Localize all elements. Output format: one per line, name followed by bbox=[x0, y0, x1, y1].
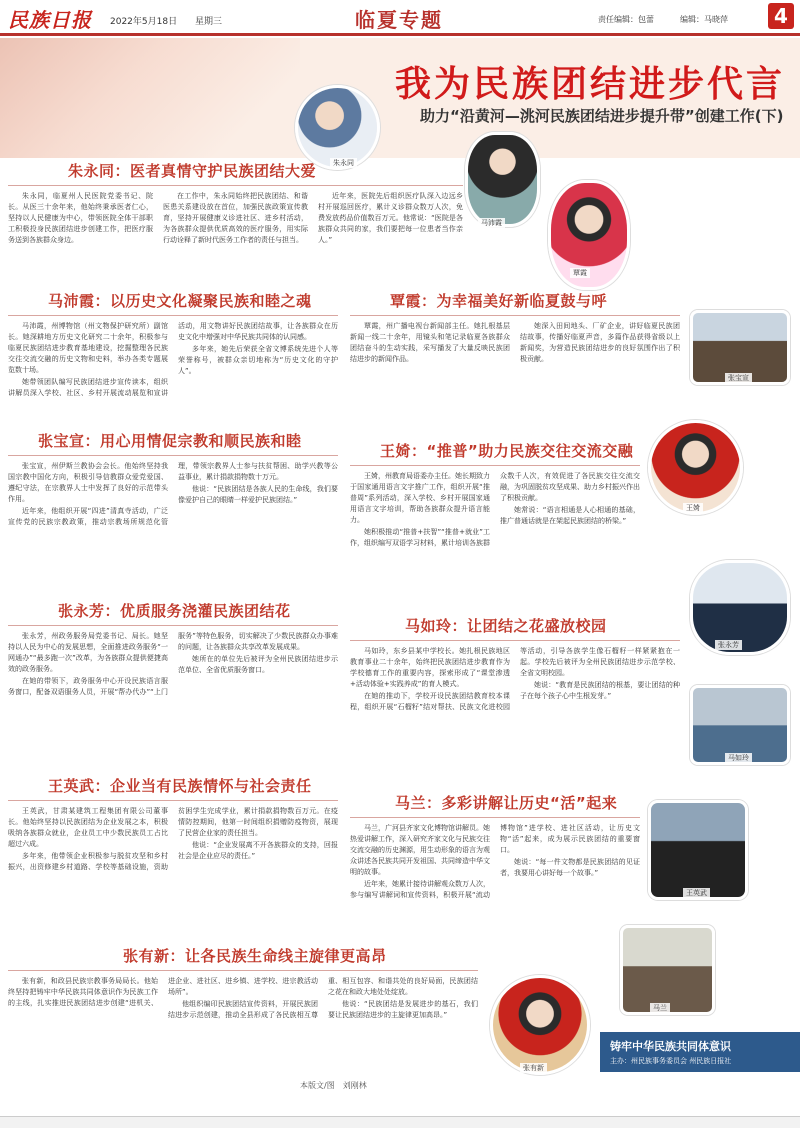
banner-decoration bbox=[0, 38, 300, 158]
paragraph: 她说：“教育是民族团结的根基，要让团结的种子在每个孩子心中生根发芽。” bbox=[520, 681, 680, 700]
photo-zhang-youxin bbox=[490, 975, 590, 1075]
paragraph: 她积极推动“推普+扶智”“推普+就业”工作，组织编写双语学习材料，累计培训各族群众数千人次，有效促进了各民族交往交流交融，为巩固脱贫攻坚成果、助力乡村振兴作出了积极贡献。 bbox=[350, 472, 640, 547]
paragraph: 朱永同，临夏州人民医院党委书记、院长。从医三十余年来，他始终秉承医者仁心，坚持以人民健康为中心，带领医院全体干部职工积极投身民族团结进步创建工作，把医疗服务送到各族群众身边。 bbox=[8, 192, 153, 244]
article-body bbox=[350, 321, 680, 366]
article-title: 马如玲：让团结之花盛放校园 bbox=[405, 617, 607, 635]
issue-date: 2022年5月18日 bbox=[110, 17, 178, 27]
article-wang-ying bbox=[350, 440, 640, 600]
photo-wang-yingwei bbox=[648, 800, 748, 900]
article-body bbox=[8, 806, 338, 873]
paragraph: 多年来，他带领企业积极参与脱贫攻坚和乡村振兴，出资修建乡村道路、学校等基础设施，资助贫困学生完成学业，累计捐款捐物数百万元。在疫情防控期间，他第一时间组织捐赠防疫物资，展现了民营企业家的责任担当。 bbox=[8, 807, 338, 871]
paragraph: 他说：“民族团结是各族人民的生命线，我们要像爱护自己的眼睛一样爱护民族团结。” bbox=[178, 485, 338, 504]
footer-credit: 本版文/图 刘刚林 bbox=[300, 1081, 367, 1090]
article-title: 张永芳：优质服务浇灌民族团结花 bbox=[58, 602, 291, 620]
caption-ma-peixia: 马沛霞 bbox=[478, 218, 505, 228]
article-body bbox=[8, 631, 338, 698]
paragraph: 她常说：“语言相通是人心相通的基础，推广普通话就是在架起民族团结的桥梁。” bbox=[500, 506, 640, 525]
slogan-banner bbox=[600, 1032, 800, 1072]
article-tanxia bbox=[350, 290, 680, 430]
paragraph: 近年来，他组织开展“四进”清真寺活动，广泛宣传党的民族宗教政策，推动宗教场所规范化管理，带领宗教界人士参与扶贫帮困、助学兴教等公益事业，累计捐款捐物数十万元。 bbox=[8, 462, 338, 526]
article-body bbox=[8, 461, 338, 528]
paragraph: 他说：“民族团结是发展进步的基石，我们要让民族团结进步的主旋律更加高昂。” bbox=[328, 1000, 478, 1019]
article-title: 张宝宣：用心用情促宗教和顺民族和睦 bbox=[38, 432, 302, 450]
slogan-sub: 主办：州民族事务委员会 州民族日报社 bbox=[610, 1057, 732, 1065]
caption-wang-yingwei: 王英武 bbox=[683, 888, 710, 898]
article-zhang-youxin bbox=[8, 945, 478, 1075]
paragraph: 马沛霞，州博物馆（州文物保护研究所）副馆长。她深耕地方历史文化研究二十余年，积极参与临夏民族团结进步教育基地建设，挖掘整理各民族交往交流交融的历史文物和史料，举办各类专题展览数十场。 bbox=[8, 322, 168, 374]
editor-credit: 责任编辑：包蕾 bbox=[598, 15, 654, 24]
paragraph: 在她的带领下，政务服务中心开设民族语言服务窗口，配备双语服务人员，开展“帮办代办”“上门服务”等特色服务，切实解决了少数民族群众办事难的问题，让各族群众共享改革发展成果。 bbox=[8, 632, 338, 696]
caption-zhang-youxin: 张有新 bbox=[520, 1063, 547, 1073]
paragraph: 张宝宣，州伊斯兰教协会会长。他始终坚持我国宗教中国化方向，积极引导信教群众爱党爱国、遵纪守法，在宗教界人士中发挥了良好的示范带头作用。 bbox=[8, 462, 168, 503]
article-zhang-baoxuan bbox=[8, 430, 338, 580]
paragraph: 她说：“每一件文物都是民族团结的见证者，我要用心讲好每一个故事。” bbox=[500, 858, 640, 877]
paragraph: 张永芳，州政务服务局党委书记、局长。她坚持以人民为中心的发展思想，全面推进政务服务“一网通办”“最多跑一次”改革，为各族群众提供便捷高效的政务服务。 bbox=[8, 632, 168, 673]
bottom-strip bbox=[0, 1116, 800, 1128]
paragraph: 她所在的单位先后被评为全州民族团结进步示范单位、全省优质服务窗口。 bbox=[178, 655, 338, 674]
slogan-title: 铸牢中华民族共同体意识 bbox=[610, 1040, 731, 1053]
article-body bbox=[350, 646, 680, 713]
caption-zhu: 朱永同 bbox=[330, 158, 357, 168]
article-title: 马沛霞：以历史文化凝聚民族和睦之魂 bbox=[48, 292, 312, 310]
page-number: 4 bbox=[768, 3, 794, 29]
article-body bbox=[350, 823, 640, 901]
paragraph: 近年来，医院先后组织医疗队深入边远乡村开展巡回医疗，累计义诊群众数万人次，免费发放药品价值数百万元。他常说：“医院是各族群众共同的家，我们要把每一位患者当作亲人。” bbox=[318, 192, 463, 244]
paragraph: 他组织编印民族团结宣传资料，开展民族团结进步示范创建，推动全县形成了各民族相互尊重、相互包容、和谐共处的良好局面，民族团结之花在和政大地处处绽放。 bbox=[168, 977, 478, 1019]
article-wang-yingwei bbox=[8, 775, 338, 935]
paragraph: 张有新，和政县民族宗教事务局局长。他始终坚持把铸牢中华民族共同体意识作为民族工作的主线，扎实推进民族团结进步创建“进机关、进企业、进社区、进乡镇、进学校、进宗教活动场所”。 bbox=[8, 977, 318, 1007]
page-header bbox=[0, 0, 800, 36]
article-ma-rulin bbox=[350, 615, 680, 775]
caption-zhang-yuefang: 张永芳 bbox=[715, 640, 742, 650]
article-body bbox=[8, 976, 478, 1021]
caption-wang-ying: 王婍 bbox=[683, 503, 703, 513]
article-title: 王婍：“推普”助力民族交往交流交融 bbox=[380, 442, 634, 460]
article-body bbox=[8, 191, 463, 247]
paragraph: 她深入田间地头、厂矿企业，讲好临夏民族团结故事，传播好临夏声音，多篇作品获得省级以上新闻奖，为营造民族团结进步的良好氛围作出了积极贡献。 bbox=[520, 322, 680, 363]
article-zhang-yuefang bbox=[8, 600, 338, 770]
article-body bbox=[350, 471, 640, 549]
caption-ma-rulin: 马如玲 bbox=[725, 753, 752, 763]
paragraph: 王英武，甘肃某建筑工程集团有限公司董事长。他始终坚持以民族团结为企业发展之本，积极吸纳各族群众就业，企业员工中少数民族员工占比超过六成。 bbox=[8, 807, 168, 848]
article-spacer bbox=[470, 245, 685, 275]
paragraph: 她带领团队编写民族团结进步宣传读本，组织讲解员深入学校、社区、乡村开展流动展览和宣讲活动，用文物讲好民族团结故事，让各族群众在历史文化中增强对中华民族共同体的认同感。 bbox=[8, 322, 338, 397]
paragraph: 多年来，她先后荣获全省文博系统先进个人等荣誉称号，被群众亲切地称为“历史文化的守护人”。 bbox=[178, 345, 338, 375]
paragraph: 王婍，州教育局语委办主任。她长期致力于国家通用语言文字推广工作，组织开展“推普周”系列活动，深入学校、乡村开展国家通用语言文字培训，帮助各族群众提升语言能力。 bbox=[350, 472, 490, 524]
article-title: 朱永同：医者真情守护民族团结大爱 bbox=[68, 162, 317, 180]
paragraph: 近年来，她累计接待讲解观众数万人次，参与编写讲解词和宣传资料，积极开展“流动博物馆”进学校、进社区活动，让历史文物“活”起来，成为展示民族团结的重要窗口。 bbox=[350, 824, 640, 899]
article-title: 马兰：多彩讲解让历史“活”起来 bbox=[395, 794, 618, 812]
article-title: 王英武：企业当有民族情怀与社会责任 bbox=[48, 777, 312, 795]
paragraph: 他说：“企业发展离不开各族群众的支持，回报社会是企业应尽的责任。” bbox=[178, 841, 338, 860]
section-title: 临夏专题 bbox=[355, 8, 443, 32]
main-title: 我为民族团结进步代言 bbox=[395, 63, 786, 105]
photo-ma-peixia bbox=[465, 132, 540, 227]
main-subtitle: 助力“沿黄河—洮河民族团结进步提升带”创建工作(下) bbox=[420, 107, 784, 125]
caption-ma-lan: 马兰 bbox=[650, 1003, 670, 1013]
article-zhu-yongtong bbox=[8, 160, 463, 275]
editor-credit-2: 编辑：马晓萍 bbox=[680, 15, 728, 24]
top-banner bbox=[0, 38, 800, 158]
caption-zhang-baoxuan: 张宝宣 bbox=[725, 373, 752, 383]
paragraph: 覃霞，州广播电视台新闻部主任。她扎根基层新闻一线二十余年，用镜头和笔记录临夏各族群众团结奋斗的生动实践，采写播发了大量反映民族团结进步的新闻作品。 bbox=[350, 322, 510, 363]
article-body bbox=[8, 321, 338, 399]
article-ma-peixia bbox=[8, 290, 338, 420]
paragraph: 在工作中，朱永同始终把民族团结、和谐医患关系建设放在首位，加强民族政策宣传教育，坚持开展健康义诊进社区、进乡村活动，为各族群众提供优质高效的医疗服务，用实际行动诠释了新时代医务工作者的责任与担当。 bbox=[163, 192, 308, 244]
paragraph: 在她的推动下，学校开设民族团结教育校本课程，组织开展“石榴籽”结对帮扶、民族文化进校园等活动，引导各族学生像石榴籽一样紧紧抱在一起。学校先后被评为全州民族团结进步示范学校、全省文明校园。 bbox=[350, 647, 680, 711]
article-title: 张有新：让各民族生命线主旋律更高昂 bbox=[123, 947, 387, 965]
paragraph: 马如玲，东乡县某中学校长。她扎根民族地区教育事业二十余年，始终把民族团结进步教育作为学校德育工作的重要内容，探索形成了“课堂渗透+活动体验+实践养成”的育人模式。 bbox=[350, 647, 510, 688]
caption-tanxia: 覃霞 bbox=[570, 268, 590, 278]
masthead: 民族日报 bbox=[8, 8, 92, 32]
photo-wang-ying bbox=[648, 420, 743, 515]
issue-weekday: 星期三 bbox=[195, 17, 223, 27]
article-title: 覃霞：为幸福美好新临夏鼓与呼 bbox=[390, 292, 608, 310]
paragraph: 马兰，广河县齐家文化博物馆讲解员。她热爱讲解工作，深入研究齐家文化与民族交往交流交融的历史渊源，用生动形象的语言为观众讲述各民族共同开发祖国、共同缔造中华文明的故事。 bbox=[350, 824, 490, 876]
